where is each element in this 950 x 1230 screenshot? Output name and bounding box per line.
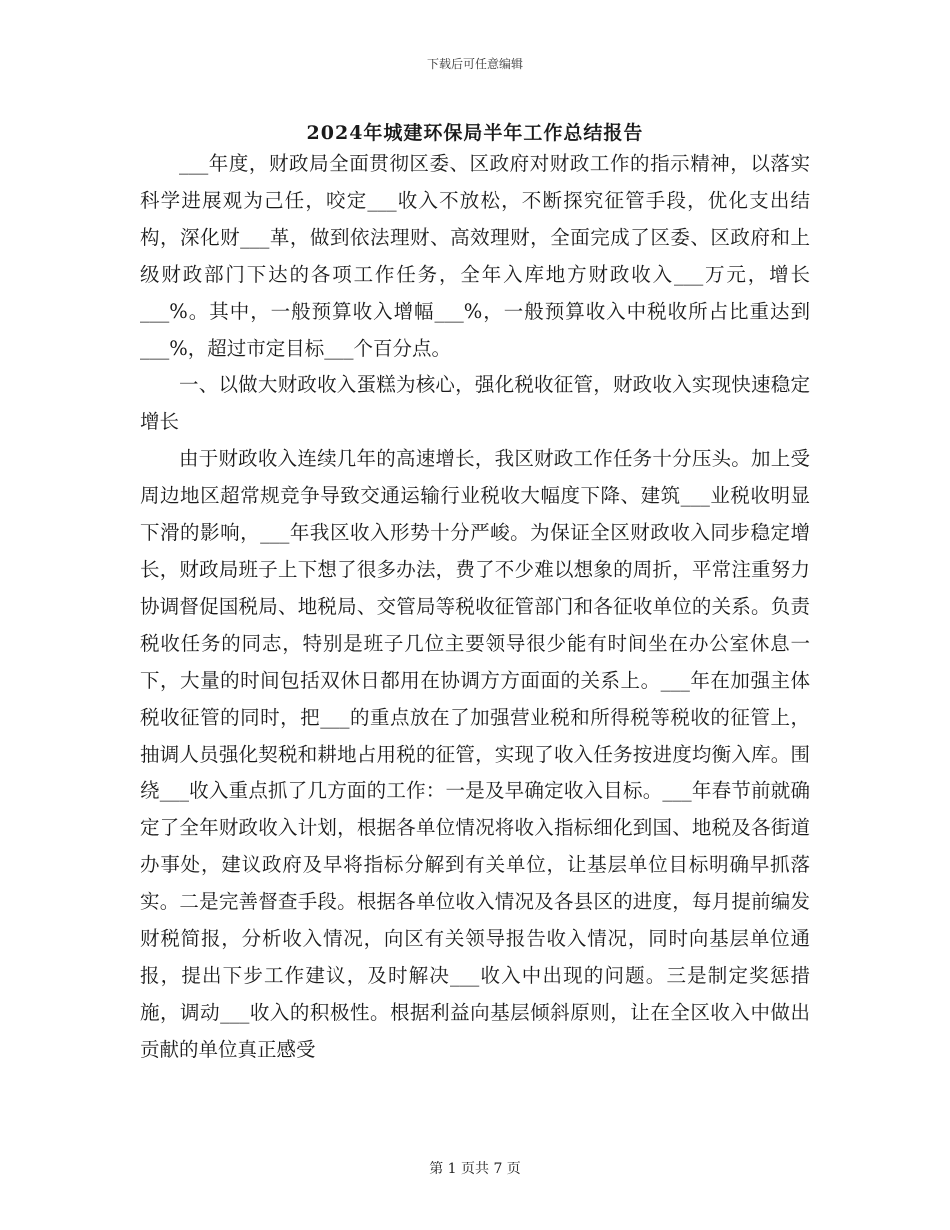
paragraph-intro: ___年度，财政局全面贯彻区委、区政府对财政工作的指示精神，以落实科学进展观为己任，咬定___收入不放松，不断探究征管手段，优化支出结构，深化财___革，做到依法理财、高效理财，全面完成了区委、区政府和上级财政部门下达的各项工作任务，全年入库地方财政收入___万元，增长___%。其中，一般预算收入增幅___%，一般预算收入中税收所占比重达到___%，超过市定目标___个百分点。: [140, 152, 810, 360]
document-body: [140, 146, 810, 1069]
paragraph-section-heading: 一、以做大财政收入蛋糕为核心，强化税收征管，财政收入实现快速稳定增长: [140, 373, 810, 434]
document-title: 2024年城建环保局半年工作总结报告: [306, 122, 644, 144]
page-number: 第 1 页共 7 页: [429, 1161, 521, 1177]
header-note: 下载后可任意编辑: [426, 57, 523, 71]
paragraph-main: 由于财政收入连续几年的高速增长，我区财政工作任务十分压头。加上受周边地区超常规竞争导致交通运输行业税收大幅度下降、建筑___业税收明显下滑的影响，___年我区收入形势十分严峻。为保证全区财政收入同步稳定增长，财政局班子上下想了很多办法，费了不少难以想象的周折，平常注重努力协调督促国税局、地税局、交管局等税收征管部门和各征收单位的关系。负责税收任务的同志，特别是班子几位主要领导很少能有时间坐在办公室休息一下，大量的时间包括双休日都用在协调方方面面的关系上。___年在加强主体税收征管的同时，把___的重点放在了加强营业税和所得税等税收的征管上，抽调人员强化契税和耕地占用税的征管，实现了收入任务按进度均衡入库。围绕___收入重点抓了几方面的工作：一是及早确定收入目标。___年春节前就确定了全年财政收入计划，根据各单位情况将收入指标细化到国、地税及各街道办事处，建议政府及早将指标分解到有关单位，让基层单位目标明确早抓落实。二是完善督查手段。根据各单位收入情况及各县区的进度，每月提前编发财税简报，分析收入情况，向区有关领导报告收入情况，同时向基层单位通报，提出下步工作建议，及时解决___收入中出现的问题。三是制定奖惩措施，调动___收入的积极性。根据利益向基层倾斜原则，让在全区收入中做出贡献的单位真正感受: [140, 447, 810, 1061]
